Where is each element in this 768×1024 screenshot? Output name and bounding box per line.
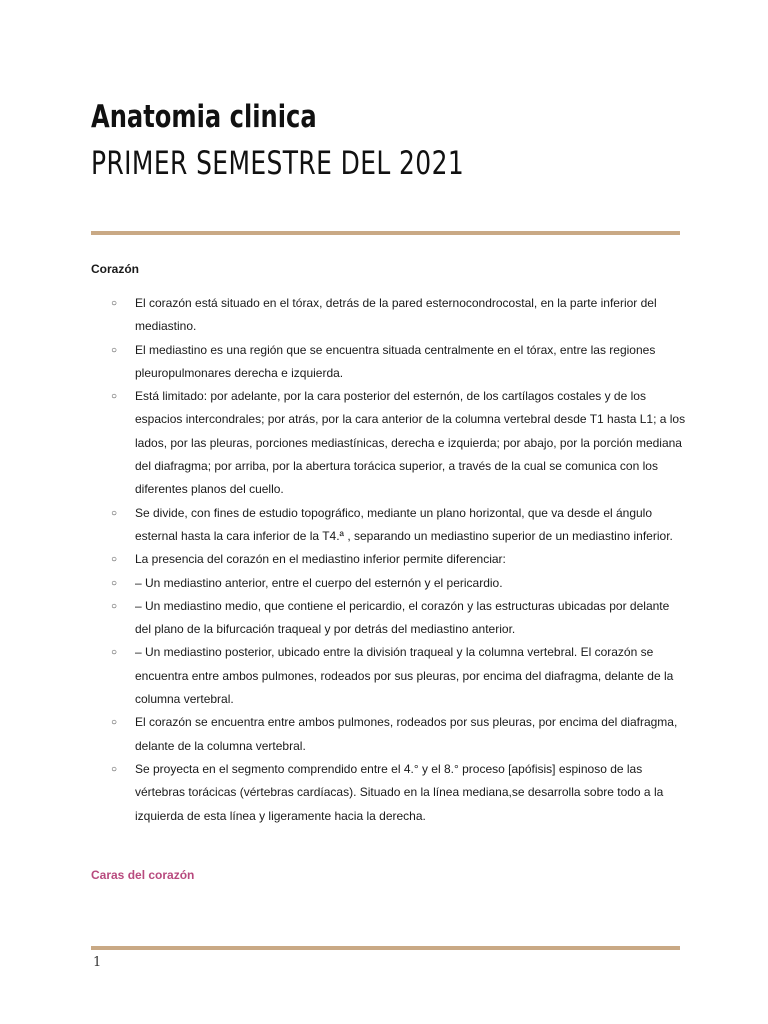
- circle-bullet-icon: ○: [111, 647, 118, 659]
- bullet-list: [91, 292, 686, 828]
- document-title: Anatomia clinica: [91, 99, 317, 135]
- list-item-text: El mediastino es una región que se encuentra situada centralmente en el tórax, entre las regiones pleuropulmonares derecha e izquierda.: [135, 342, 656, 380]
- circle-bullet-icon: ○: [111, 763, 118, 775]
- footer-divider: [91, 946, 680, 950]
- list-item-text: Está limitado: por adelante, por la cara posterior del esternón, de los cartílagos costales y de los espacios intercondrales; por atrás, por la cara anterior de la columna vertebral desde T1 hasta L1; a los lados, por las pleuras, porciones mediastínicas, derecha e izquierda; por abajo, por la porción mediana del diafragma; por arriba, por la abertura torácica superior, a través de la cual se comunica con los diferentes planos del cuello.: [135, 389, 686, 497]
- list-item-text: – Un mediastino posterior, ubicado entre la división traqueal y la columna vertebral. El corazón se encuentra entre ambos pulmones, rodeados por sus pleuras, por encima del diafragma, delante de la columna vertebral.: [135, 645, 674, 707]
- list-item: [91, 711, 686, 758]
- page-number: 1: [93, 955, 102, 970]
- list-item: [91, 595, 686, 642]
- circle-bullet-icon: ○: [111, 717, 118, 729]
- list-item-text: El corazón está situado en el tórax, detrás de la pared esternocondrocostal, en la parte inferior del mediastino.: [135, 296, 657, 334]
- circle-bullet-icon: ○: [111, 600, 118, 612]
- list-item: [91, 292, 686, 339]
- document-subtitle: PRIMER SEMESTRE DEL 2021: [91, 144, 465, 182]
- list-item-text: El corazón se encuentra entre ambos pulmones, rodeados por sus pleuras, por encima del diafragma, delante de la columna vertebral.: [135, 715, 678, 753]
- list-item-text: Se divide, con fines de estudio topográfico, mediante un plano horizontal, que va desde el ángulo esternal hasta la cara inferior de la T4.ª , separando un mediastino superior de un mediastino inferior.: [135, 505, 673, 543]
- list-item-text: Se proyecta en el segmento comprendido entre el 4.° y el 8.° proceso [apófisis] espinoso de las vértebras torácicas (vértebras cardíacas). Situado en la línea mediana,se desarrolla sobre todo a la izquierda de esta línea y ligeramente hacia la derecha.: [135, 761, 664, 823]
- list-item: [91, 641, 686, 711]
- section-heading: Corazón: [91, 262, 139, 276]
- list-item: [91, 385, 686, 501]
- subsection-heading: Caras del corazón: [91, 868, 195, 882]
- list-item: [91, 758, 686, 828]
- list-item: [91, 548, 686, 571]
- circle-bullet-icon: ○: [111, 577, 118, 589]
- list-item: [91, 502, 686, 549]
- circle-bullet-icon: ○: [111, 507, 118, 519]
- list-item: [91, 572, 686, 595]
- list-item-text: – Un mediastino anterior, entre el cuerpo del esternón y el pericardio.: [135, 575, 503, 590]
- header-divider: [91, 231, 680, 235]
- list-item-text: – Un mediastino medio, que contiene el pericardio, el corazón y las estructuras ubicadas por delante del plano de la bifurcación traqueal y por detrás del mediastino anterior.: [135, 598, 670, 637]
- circle-bullet-icon: ○: [111, 344, 118, 356]
- circle-bullet-icon: ○: [111, 554, 118, 566]
- circle-bullet-icon: ○: [111, 391, 118, 403]
- page-title: [91, 98, 464, 182]
- list-item-text: La presencia del corazón en el mediastino inferior permite diferenciar:: [135, 552, 506, 567]
- list-item: [91, 339, 686, 386]
- circle-bullet-icon: ○: [111, 298, 118, 309]
